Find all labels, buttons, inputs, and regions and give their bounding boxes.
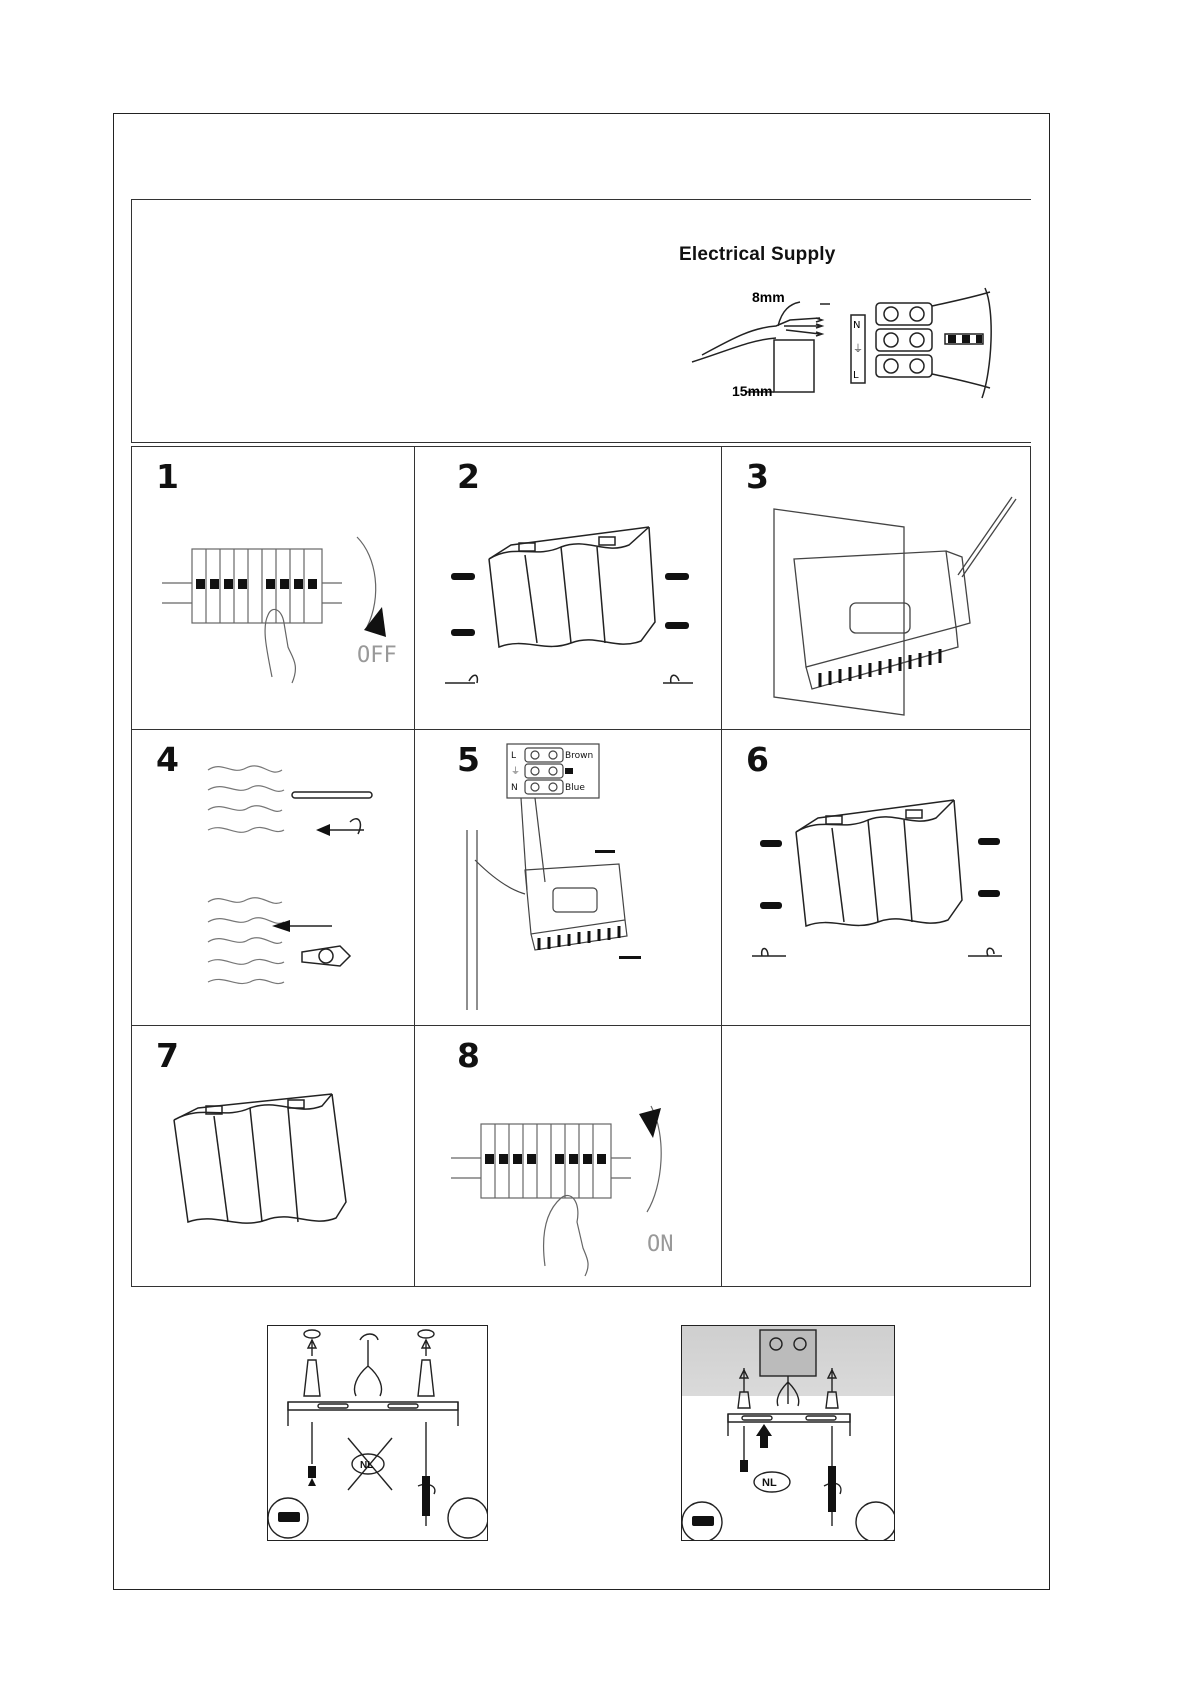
step-7-cell [131,1025,415,1287]
step-number: 5 [457,740,480,779]
step-5-cell [414,729,722,1026]
step-number: 2 [457,457,480,496]
sheath-length-label: 15mm [732,383,773,399]
breaker-on-illustration [415,1026,722,1287]
step-number: 7 [156,1036,179,1075]
cover-removal-illustration [415,447,722,730]
bracket-mounting-panel-right [681,1325,895,1541]
step-3-cell [721,446,1031,730]
ceiling-bracket-illustration [682,1326,895,1541]
strip-length-label: 8mm [752,289,785,305]
step-number: 1 [156,457,179,496]
assembled-fixture-illustration [132,1026,415,1287]
cover-refit-illustration [722,730,1031,1026]
terminal-l-label: L [853,370,859,381]
step-8-cell [414,1025,722,1287]
terminal-n-label: N [511,783,518,793]
terminal-earth-label: ⏚ [511,767,521,777]
wiring-diagram [690,280,1020,410]
step-4-cell [131,729,415,1026]
step-number: 6 [746,740,769,779]
breaker-off-illustration [132,447,415,730]
step-number: 3 [746,457,769,496]
terminal-l-label: L [511,751,517,761]
electrical-supply-title: Electrical Supply [679,244,836,265]
step-6-cell [721,729,1031,1026]
step-number: 8 [457,1036,480,1075]
step-2-cell [414,446,722,730]
wire-blue-label: Blue [565,783,585,793]
step-number: 4 [156,740,179,779]
empty-cell [721,1025,1031,1287]
bracket-installation-illustration [268,1326,488,1541]
terminal-earth-label: ⏚ [853,344,863,355]
terminal-n-label: N [853,320,861,331]
wall-plug-illustration [132,730,415,1026]
wiring-connection-illustration [415,730,722,1026]
step-1-cell [131,446,415,730]
wire-brown-label: Brown [565,751,594,761]
mount-base-illustration [722,447,1031,730]
off-label: OFF [357,643,397,668]
installation-steps-grid [131,446,1031,1287]
nl-badge: NL [762,1477,777,1489]
nl-badge: NL [360,1460,374,1471]
on-label: ON [647,1232,674,1257]
bracket-mounting-panel-left [267,1325,488,1541]
